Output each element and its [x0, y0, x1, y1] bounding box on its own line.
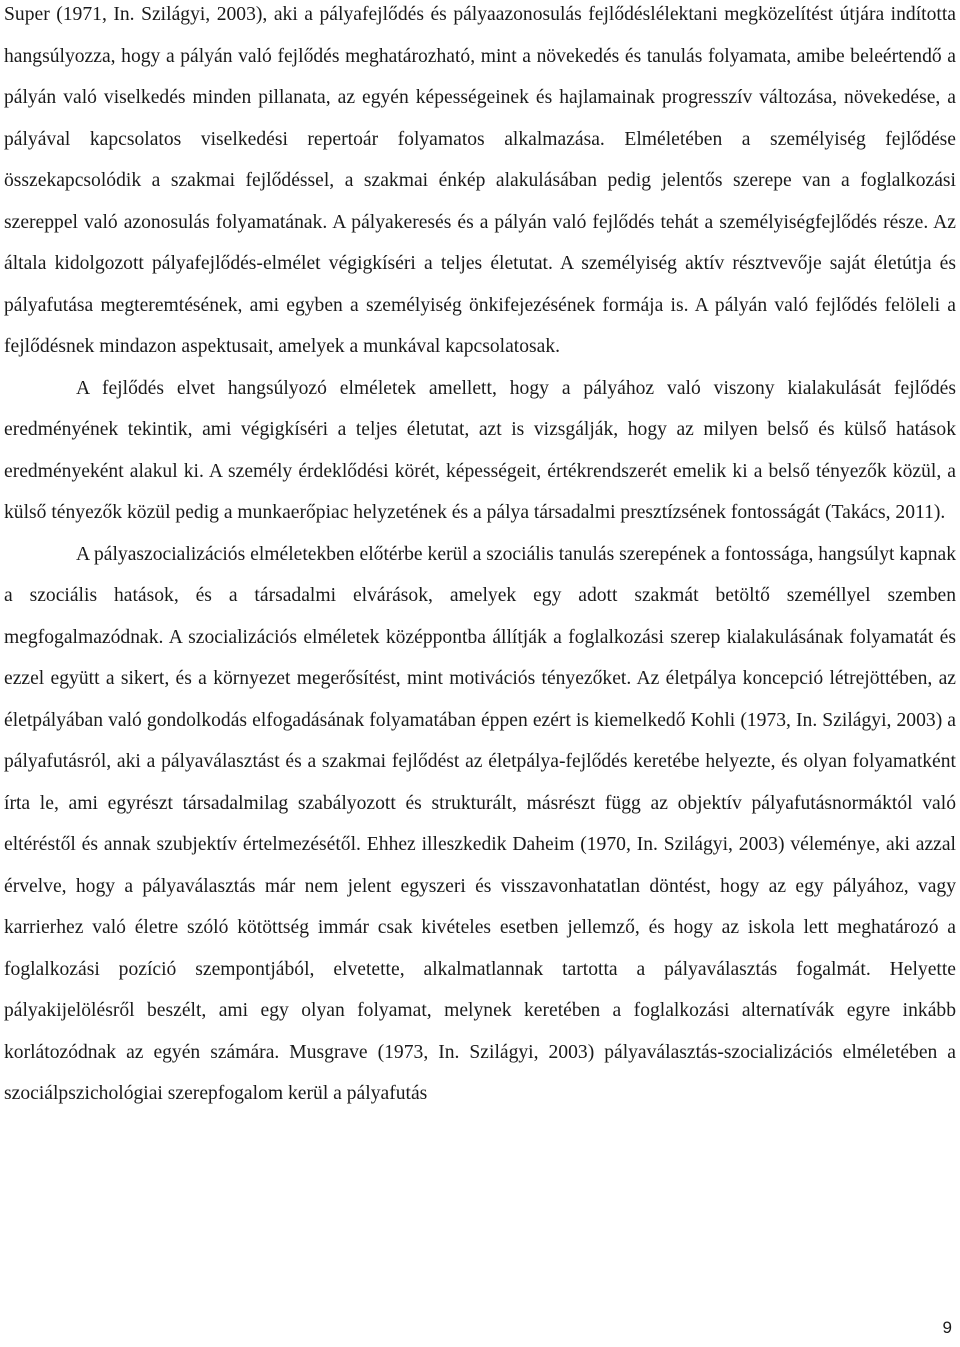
paragraph-development-theories: A fejlődés elvet hangsúlyozó elméletek amellett, hogy a pályához való viszony kialakulását fejlődés eredményének tekintik, ami végigkíséri a teljes életutat, azt is vizsgálják, hogy az milyen belső és külső hatások eredményeként alakul ki. A személy érdeklődési körét, képességeit, értékrendszerét emelik ki a belső tényezők közül, a külső tényezők közül pedig a munkaerőpiac helyzetének és a pálya társadalmi presztízsének fontosságát (Takács, 2011). [4, 377, 956, 523]
page-number: 9 [942, 1318, 952, 1337]
paragraph-socialization-theories: A pályaszocializációs elméletekben előtérbe kerül a szociális tanulás szerepének a fontossága, hangsúlyt kapnak a szociális hatások, és a társadalmi elvárások, amelyek egy adott szakmát betöltő személlyel szemben megfogalmazódnak. A szocializációs elméletek középpontba állítják a foglalkozási szerep kialakulásának folyamatát és ezzel együtt a sikert, és a környezet megerősítést, mint motivációs tényezőket. Az életpálya koncepció létrejöttében, az életpályában való gondolkodás elfogadásának folyamatában éppen ezért is kiemelkedő Kohli (1973, In. Szilágyi, 2003) a pályafutásról, aki a pályaválasztást és a szakmai fejlődést az életpálya-fejlődés keretébe helyezte, és olyan folyamatként írta le, ami egyrészt társadalmilag szabályozott és strukturált, másrészt függ az objektív pályafutásnormáktól való eltéréstől és annak szubjektív értelmezésétől. Ehhez illeszkedik Daheim (1970, In. Szilágyi, 2003) véleménye, aki azzal érvelve, hogy a pályaválasztás már nem jelent egyszeri és visszavonhatatlan döntést, hogy az egy pályához, vagy karrierhez való életre szóló kötöttség immár csak kivételes esetben jellemző, és hogy az iskola lett meghatározó a foglalkozási pozíció szempontjából, elvetette, alkalmatlannak tartotta a pályaválasztás fogalmát. Helyette pályakijelölésről beszélt, ami egy olyan folyamat, melynek keretében a foglalkozási alternatívák egyre inkább korlátozódnak az egyén számára. Musgrave (1973, In. Szilágyi, 2003) pályaválasztás-szocializációs elméletében a szociálpszichológiai szerepfogalom kerül a pályafutás [4, 543, 956, 1104]
paragraph-super-theory: Super (1971, In. Szilágyi, 2003), aki a pályafejlődés és pályaazonosulás fejlődéslélektani megközelítést útjára indította hangsúlyozza, hogy a pályán való fejlődés meghatározható, mint a növekedés és tanulás folyamata, amibe beleértendő a pályán való viselkedés minden pillanata, az egyén képességeinek és hajlamainak progresszív változása, növekedése, a pályával kapcsolatos viselkedési repertoár folyamatos alkalmazása. Elméletében a személyiség fejlődése összekapcsolódik a szakmai fejlődéssel, a szakmai énkép alakulásában pedig jelentős szerepe van a foglalkozási szereppel való azonosulás folyamatának. A pályakeresés és a pályán való fejlődés tehát a személyiségfejlődés része. Az általa kidolgozott pályafejlődés-elmélet végigkíséri a teljes életutat. A személyiség aktív résztvevője saját életútja és pályafutása megteremtésének, ami egyben a személyiség önkifejezésének formája is. A pályán való fejlődés felöleli a fejlődésnek mindazon aspektusait, amelyek a munkával kapcsolatosak. [4, 4, 956, 357]
document-page [4, 0, 956, 1115]
